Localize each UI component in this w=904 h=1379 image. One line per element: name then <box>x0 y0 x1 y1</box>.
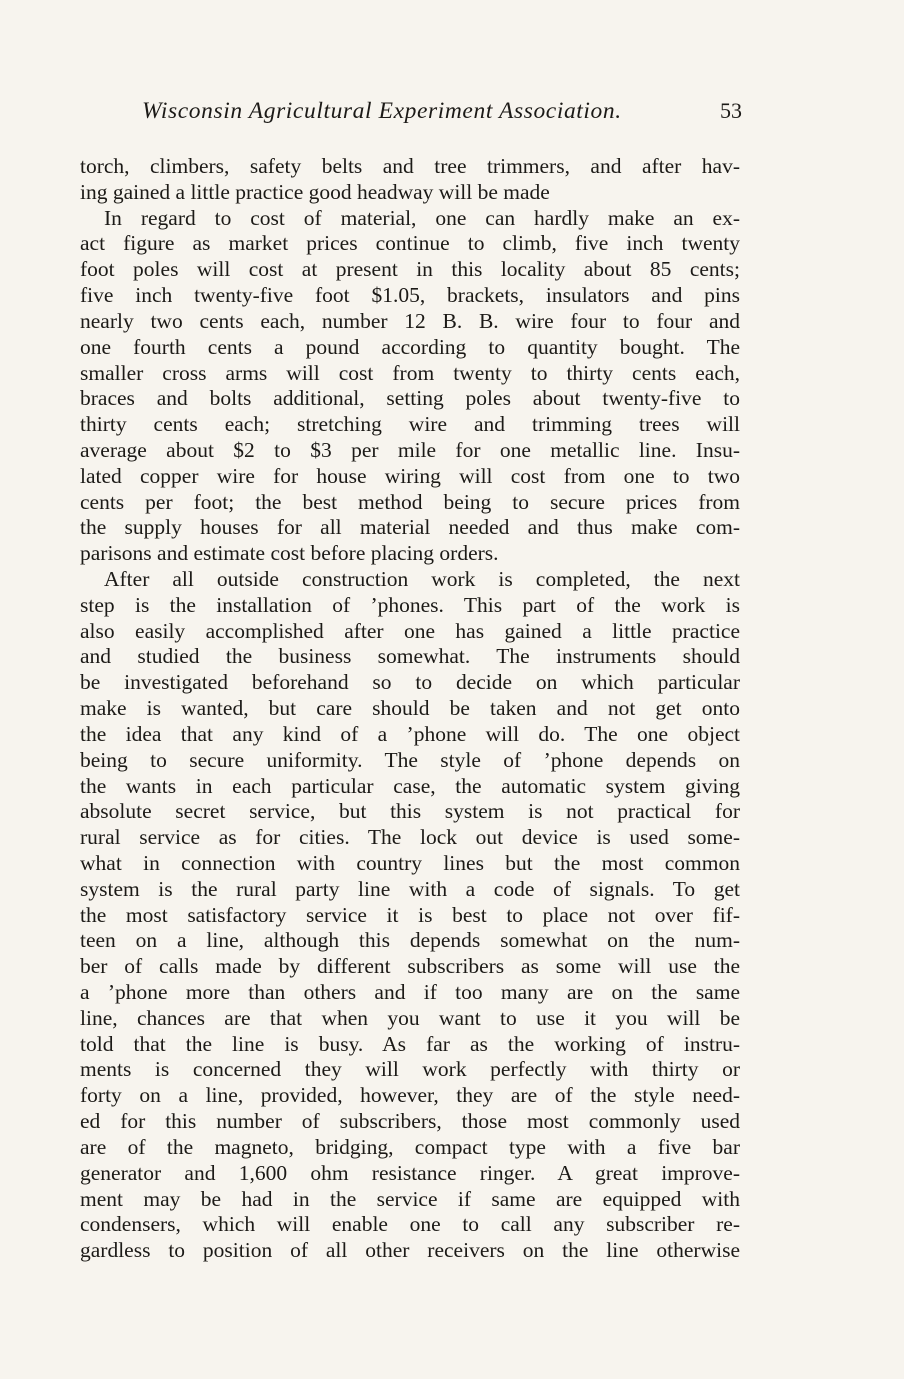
text-line: five inch twenty-five foot $1.05, brackets, insulators and pins <box>80 283 740 308</box>
page-header <box>142 98 742 130</box>
text-line: After all outside construction work is completed, the next <box>104 567 740 591</box>
text-line: absolute secret service, but this system is not practical for <box>80 799 740 824</box>
text-line: gardless to position of all other receivers on the line otherwise <box>80 1238 740 1263</box>
text-line: the wants in each particular case, the automatic system giving <box>80 773 740 798</box>
text-line: the most satisfactory service it is best to place not over fif- <box>80 902 740 927</box>
text-line: foot poles will cost at present in this locality about 85 cents; <box>80 257 740 282</box>
text-line: ments is concerned they will work perfectly with thirty or <box>80 1057 740 1082</box>
text-line: the supply houses for all material needed and thus make com- <box>80 515 740 540</box>
text-line: a ’phone more than others and if too many are on the same <box>80 980 740 1004</box>
body-text <box>80 154 740 1264</box>
text-line: ing gained a little practice good headway will be made <box>80 179 550 204</box>
text-line: and studied the business somewhat. The instruments should <box>80 644 740 669</box>
text-line: are of the magneto, bridging, compact type with a five bar <box>80 1134 740 1159</box>
text-line: ber of calls made by different subscribers as some will use the <box>80 954 740 979</box>
text-line: be investigated beforehand so to decide on which particular <box>80 670 740 695</box>
text-line: ed for this number of subscribers, those most commonly used <box>80 1109 740 1134</box>
text-line: condensers, which will enable one to call any subscriber re- <box>80 1212 740 1237</box>
text-line: lated copper wire for house wiring will cost from one to two <box>80 463 740 488</box>
text-line: the idea that any kind of a ’phone will do. The one object <box>80 721 740 746</box>
page-number: 53 <box>720 98 742 123</box>
text-line: cents per foot; the best method being to secure prices from <box>80 489 740 514</box>
text-line: also easily accomplished after one has gained a little practice <box>80 618 740 643</box>
text-line: thirty cents each; stretching wire and trimming trees will <box>80 412 740 437</box>
text-line: one fourth cents a pound according to quantity bought. The <box>80 334 740 359</box>
text-line: In regard to cost of material, one can hardly make an ex- <box>104 205 740 230</box>
text-line: braces and bolts additional, setting poles about twenty-five to <box>80 386 740 411</box>
text-line: forty on a line, provided, however, they are of the style need- <box>80 1083 740 1108</box>
text-line: torch, climbers, safety belts and tree trimmers, and after hav- <box>80 154 740 178</box>
text-line: step is the installation of ’phones. This part of the work is <box>80 592 740 617</box>
text-line: act figure as market prices continue to climb, five inch twenty <box>80 231 740 256</box>
text-line: make is wanted, but care should be taken and not get onto <box>80 696 740 721</box>
text-line: average about $2 to $3 per mile for one metallic line. Insu- <box>80 437 740 462</box>
text-line: system is the rural party line with a code of signals. To get <box>80 876 740 901</box>
running-title: Wisconsin Agricultural Experiment Association. <box>142 98 622 124</box>
text-line: smaller cross arms will cost from twenty to thirty cents each, <box>80 360 740 385</box>
text-line: line, chances are that when you want to use it you will be <box>80 1005 740 1030</box>
text-line: told that the line is busy. As far as the working of instru- <box>80 1031 740 1056</box>
text-line: teen on a line, although this depends somewhat on the num- <box>80 928 740 953</box>
text-line: what in connection with country lines but the most common <box>80 850 740 875</box>
text-line: ment may be had in the service if same are equipped with <box>80 1186 740 1211</box>
text-line: nearly two cents each, number 12 B. B. wire four to four and <box>80 308 740 333</box>
text-line: generator and 1,600 ohm resistance ringer. A great improve- <box>80 1160 740 1185</box>
text-line: rural service as for cities. The lock out device is used some- <box>80 825 740 850</box>
text-line: being to secure uniformity. The style of ’phone depends on <box>80 747 740 772</box>
text-line: parisons and estimate cost before placing orders. <box>80 541 499 566</box>
